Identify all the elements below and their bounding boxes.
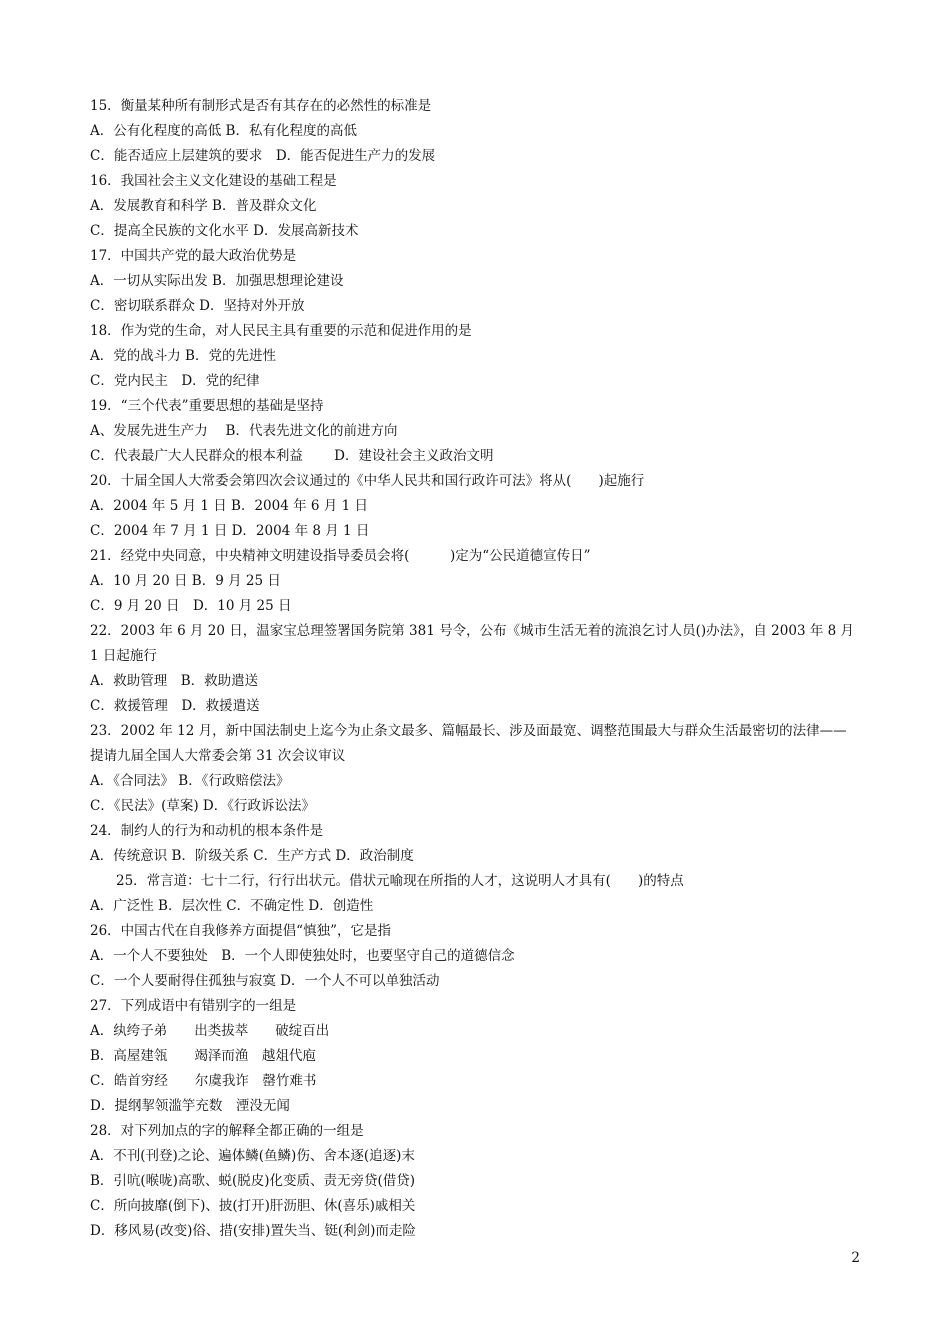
text-line: C．党内民主 D．党的纪律 <box>90 373 260 389</box>
text-line: A．纨绔子弟 出类拔萃 破绽百出 <box>90 1023 330 1039</box>
text-line: C．代表最广大人民群众的根本利益 D．建设社会主义政治文明 <box>90 448 494 464</box>
text-line: A．《合同法》 B．《行政赔偿法》 <box>90 773 290 789</box>
page-number: 2 <box>851 1250 860 1266</box>
text-line: A．发展教育和科学 B．普及群众文化 <box>90 198 317 214</box>
text-line: 16．我国社会主义文化建设的基础工程是 <box>90 173 337 189</box>
text-line: C．2004 年 7 月 1 日 D．2004 年 8 月 1 日 <box>90 523 370 539</box>
text-line: 26．中国古代在自我修养方面提倡“慎独”，它是指 <box>90 923 391 939</box>
text-line: B．引吭(喉咙)高歌、蜕(脱皮)化变质、责无旁贷(借贷) <box>90 1173 416 1189</box>
text-line: C．9 月 20 日 D．10 月 25 日 <box>90 598 292 614</box>
text-line: A．一个人不要独处 B．一个人即使独处时，也要坚守自己的道德信念 <box>90 948 515 964</box>
text-line: C．能否适应上层建筑的要求 D．能否促进生产力的发展 <box>90 148 436 164</box>
text-line: 20．十届全国人大常委会第四次会议通过的《中华人民共和国行政许可法》将从( )起施行 <box>90 473 645 489</box>
question-list <box>90 94 870 1244</box>
text-line: D．移风易(改变)俗、措(安排)置失当、铤(利剑)而走险 <box>90 1223 416 1239</box>
text-line: A．2004 年 5 月 1 日 B．2004 年 6 月 1 日 <box>90 498 368 514</box>
text-line: 25．常言道：七十二行，行行出状元。借状元喻现在所指的人才，这说明人才具有( )的特点 <box>116 873 684 889</box>
text-line: C．皓首穷经 尔虞我诈 罄竹难书 <box>90 1073 317 1089</box>
text-line: A．救助管理 B．救助遣送 <box>90 673 259 689</box>
text-line: 22．2003 年 6 月 20 日，温家宝总理签署国务院第 381 号令，公布《城市生活无着的流浪乞讨人员()办法》，自 2003 年 8 月 <box>90 623 855 639</box>
text-line: A．公有化程度的高低 B．私有化程度的高低 <box>90 123 357 139</box>
text-line: A．传统意识 B．阶级关系 C．生产方式 D．政治制度 <box>90 848 414 864</box>
text-line: A．广泛性 B．层次性 C．不确定性 D．创造性 <box>90 898 374 914</box>
text-line: A、发展先进生产力 B．代表先进文化的前进方向 <box>90 423 398 439</box>
text-line: A．不刊(刊登)之论、遍体鳞(鱼鳞)伤、舍本逐(追逐)末 <box>90 1148 415 1164</box>
text-line: 27．下列成语中有错别字的一组是 <box>90 998 297 1014</box>
text-line: A．一切从实际出发 B．加强思想理论建设 <box>90 273 344 289</box>
text-line: C．所向披靡(倒下)、披(打开)肝沥胆、休(喜乐)戚相关 <box>90 1198 416 1214</box>
text-line: A．10 月 20 日 B．9 月 25 日 <box>90 573 281 589</box>
text-line: D．提纲挈领滥竽充数 湮没无闻 <box>90 1098 290 1114</box>
text-line: 18．作为党的生命，对人民民主具有重要的示范和促进作用的是 <box>90 323 472 339</box>
text-line: C．一个人要耐得住孤独与寂寞 D．一个人不可以单独活动 <box>90 973 440 989</box>
text-line: 21．经党中央同意，中央精神文明建设指导委员会将( )定为“公民道德宣传日” <box>90 548 591 564</box>
text-line: C．密切联系群众 D．坚持对外开放 <box>90 298 305 314</box>
text-line: A．党的战斗力 B．党的先进性 <box>90 348 276 364</box>
text-line: B．高屋建瓴 竭泽而渔 越俎代庖 <box>90 1048 316 1064</box>
text-line: C．救援管理 D．救援遣送 <box>90 698 260 714</box>
text-line: 15．衡量某种所有制形式是否有其存在的必然性的标准是 <box>90 98 432 114</box>
text-line: 23．2002 年 12 月，新中国法制史上迄今为止条文最多、篇幅最长、涉及面最宽、调整范围最大与群众生活最密切的法律—— <box>90 723 847 739</box>
text-line: 28．对下列加点的字的解释全都正确的一组是 <box>90 1123 364 1139</box>
text-line: 19．“三个代表”重要思想的基础是坚持 <box>90 398 324 414</box>
text-line: 17．中国共产党的最大政治优势是 <box>90 248 297 264</box>
text-line: 24．制约人的行为和动机的根本条件是 <box>90 823 324 839</box>
text-line: C．提高全民族的文化水平 D．发展高新技术 <box>90 223 359 239</box>
text-line: 提请九届全国人大常委会第 31 次会议审议 <box>90 748 346 764</box>
text-line: 1 日起施行 <box>90 648 157 664</box>
text-line: C．《民法》(草案) D．《行政诉讼法》 <box>90 798 315 814</box>
